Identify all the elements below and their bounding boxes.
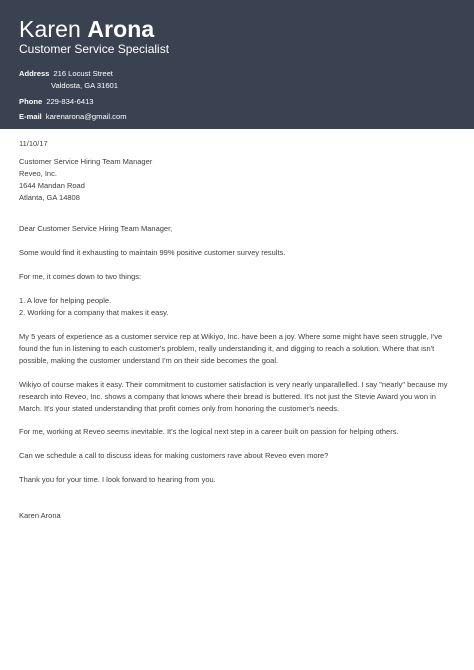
paragraph: For me, it comes down to two things: <box>19 272 142 281</box>
recipient-line: Customer Service Hiring Team Manager <box>19 157 153 166</box>
list-item: 1. A love for helping people. <box>19 296 112 305</box>
email-label: E-mail <box>19 112 42 121</box>
list-item: 2. Working for a company that makes it easy. <box>19 308 169 317</box>
address-line1: 216 Locust Street <box>53 69 113 78</box>
paragraph: For me, working at Reveo seems inevitable. It's the logical next step in a career built on passion for helping others. <box>19 427 399 436</box>
address-line2: Valdosta, GA 31601 <box>51 81 118 90</box>
first-name: Karen <box>19 16 81 42</box>
letter-date: 11/10/17 <box>19 139 48 148</box>
recipient-line: Reveo, Inc. <box>19 169 57 178</box>
email-value[interactable]: karenarona@gmail.com <box>45 112 127 121</box>
phone-label: Phone <box>19 97 43 106</box>
phone-value: 229-834-6413 <box>46 97 94 106</box>
address-row <box>19 68 113 79</box>
applicant-name <box>19 15 154 43</box>
signature: Karen Arona <box>19 511 61 520</box>
paragraph: Can we schedule a call to discuss ideas for making customers rave about Reveo even more? <box>19 451 329 460</box>
job-title: Customer Service Specialist <box>19 42 170 56</box>
last-name: Arona <box>87 16 155 42</box>
recipient-line: Atlanta, GA 14808 <box>19 193 80 202</box>
resume-header <box>0 0 474 129</box>
phone-row <box>19 96 94 107</box>
recipient-line: 1644 Mandan Road <box>19 181 85 190</box>
paragraph: Some would find it exhausting to maintain 99% positive customer survey results. <box>19 248 286 257</box>
paragraph: My 5 years of experience as a customer service rep at Wikiyo, Inc. have been a joy. Where some might have seen struggle, I've found the fun in listening to each customer's problem, really understanding it, and digging to reach a solution. Where that isn't possible, making the customer understand I'm on their side becomes the goal. <box>19 332 443 365</box>
email-row <box>19 111 127 122</box>
paragraph: Wikiyo of course makes it easy. Their commitment to customer satisfaction is very nearly unparallelled. I say "nearly" because my research into Reveo, Inc. shows a company that knows where their bread is buttered. It's not just the Stevie Award you won in March. It's your stated understanding that profit comes only from honoring the customer's needs. <box>19 380 448 413</box>
paragraph: Thank you for your time. I look forward to hearing from you. <box>19 475 216 484</box>
address-label: Address <box>19 69 50 78</box>
salutation: Dear Customer Service Hiring Team Manager, <box>19 224 173 233</box>
